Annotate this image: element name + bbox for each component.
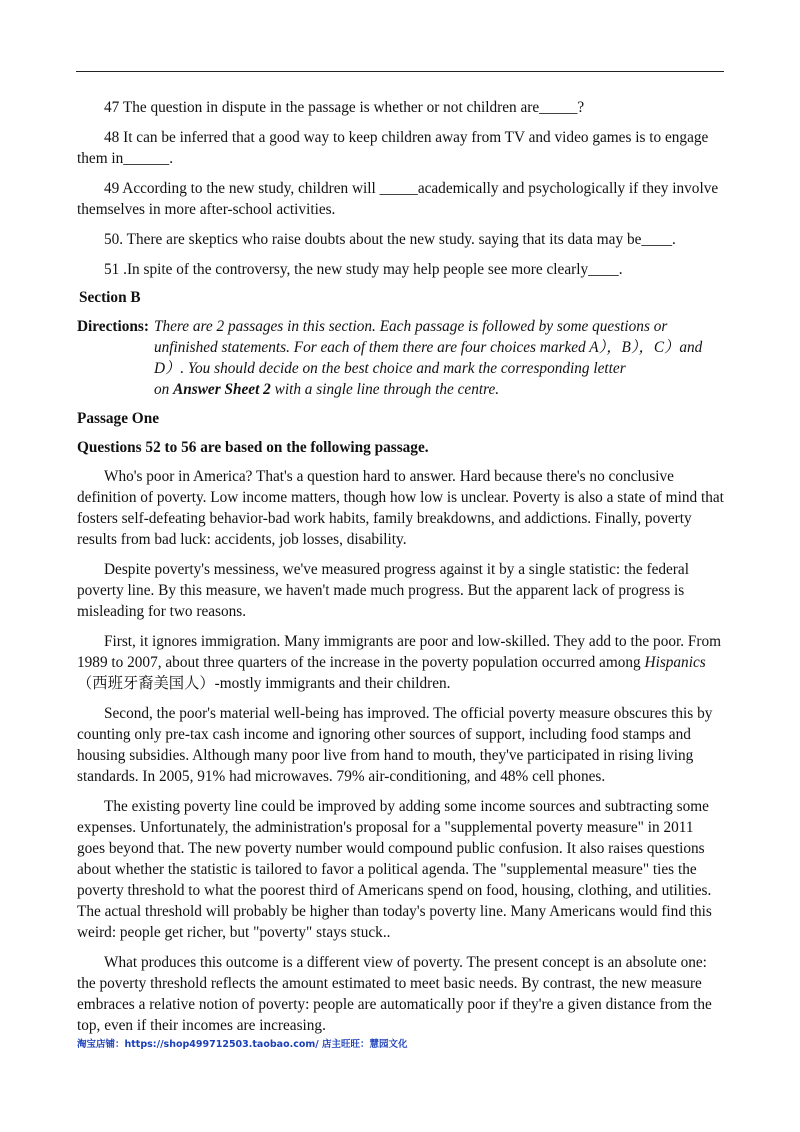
directions-line-4-post: with a single line through the centre. <box>270 381 500 398</box>
directions-line-4 <box>154 379 702 400</box>
directions-line-3: D）. You should decide on the best choice and mark the corresponding letter <box>153 360 626 377</box>
paragraph-3-text: First, it ignores immigration. Many immigrants are poor and low-skilled. They add to the poor. From 1989 to 2007, about three quarters of the increase in the poverty population occurred among <box>77 633 722 671</box>
header-rule <box>76 71 724 72</box>
question-51: 51 .In spite of the controversy, the new study may help people see more clearly____. <box>104 261 623 278</box>
directions-line-1: There are 2 passages in this section. Each passage is followed by some questions or <box>153 318 668 335</box>
directions-label: Directions: <box>77 318 149 335</box>
question-49: 49 According to the new study, children will _____academically and psychologically if they involve themselves in more after-school activities. <box>77 180 719 218</box>
directions-line-2: unfinished statements. For each of them there are four choices marked A），B），C）and <box>153 339 703 356</box>
directions-line-4-pre: on <box>153 381 174 398</box>
passage-paragraph-3 <box>77 631 725 694</box>
passage-paragraph-6: What produces this outcome is a different view of poverty. The present concept is an absolute one: the poverty threshold reflects the amount estimated to meet basic needs. By contrast, the new measure embraces a relative notion of poverty: people are automatically poor if they're a given distance from the top, even if their incomes are increasing. <box>77 954 712 1034</box>
page-content <box>77 97 725 1045</box>
passage-paragraph-5: The existing poverty line could be improved by adding some income sources and subtracting some expenses. Unfortunately, the administration's proposal for a "supplemental poverty measure" in 2011 goes beyond that. The new poverty number would compound public confusion. It also raises questions about whether the statistic is tailored to favor a political agenda. The "supplemental measure" ties the poverty threshold to what the poorest third of Americans spend on food, housing, clothing, and utilities. The actual threshold will probably be higher than today's poverty line. Many Americans would find this weird: people get richer, but "poverty" stays stuck.. <box>77 798 712 941</box>
section-b-title: Section B <box>79 289 141 306</box>
passage-instruction: Questions 52 to 56 are based on the following passage. <box>77 439 429 456</box>
question-48: 48 It can be inferred that a good way to keep children away from TV and video games is to engage them in______. <box>77 129 709 167</box>
directions <box>77 316 725 400</box>
passage-title: Passage One <box>77 410 160 427</box>
paragraph-3-tail: （西班牙裔美国人）-mostly immigrants and their children. <box>77 675 451 692</box>
question-50: 50. There are skeptics who raise doubts about the new study. saying that its data may be____. <box>104 231 676 248</box>
question-47: 47 The question in dispute in the passage is whether or not children are_____? <box>104 99 585 116</box>
footer-shop-link[interactable]: 淘宝店铺：https://shop499712503.taobao.com/ 店主旺旺：慧园文化 <box>77 1039 408 1050</box>
passage-paragraph-1: Who's poor in America? That's a question hard to answer. Hard because there's no conclusive definition of poverty. Low income matters, though how low is unclear. Poverty is also a state of mind that fosters self-defeating behavior-bad work habits, family breakdowns, and addictions. Finally, poverty results from bad luck: accidents, job losses, disability. <box>77 468 724 548</box>
hispanics-term: Hispanics <box>644 654 706 671</box>
answer-sheet-label: Answer Sheet 2 <box>173 381 271 398</box>
passage-paragraph-4: Second, the poor's material well-being has improved. The official poverty measure obscures this by counting only pre-tax cash income and ignoring other sources of support, including food stamps and housing subsidies. Although many poor live from hand to mouth, they've participated in rising living standards. In 2005, 91% had microwaves. 79% air-conditioning, and 48% cell phones. <box>77 705 713 785</box>
passage-paragraph-2: Despite poverty's messiness, we've measured progress against it by a single statistic: the federal poverty line. By this measure, we haven't made much progress. But the apparent lack of progress is misleading for two reasons. <box>77 561 689 620</box>
directions-body <box>154 316 702 400</box>
